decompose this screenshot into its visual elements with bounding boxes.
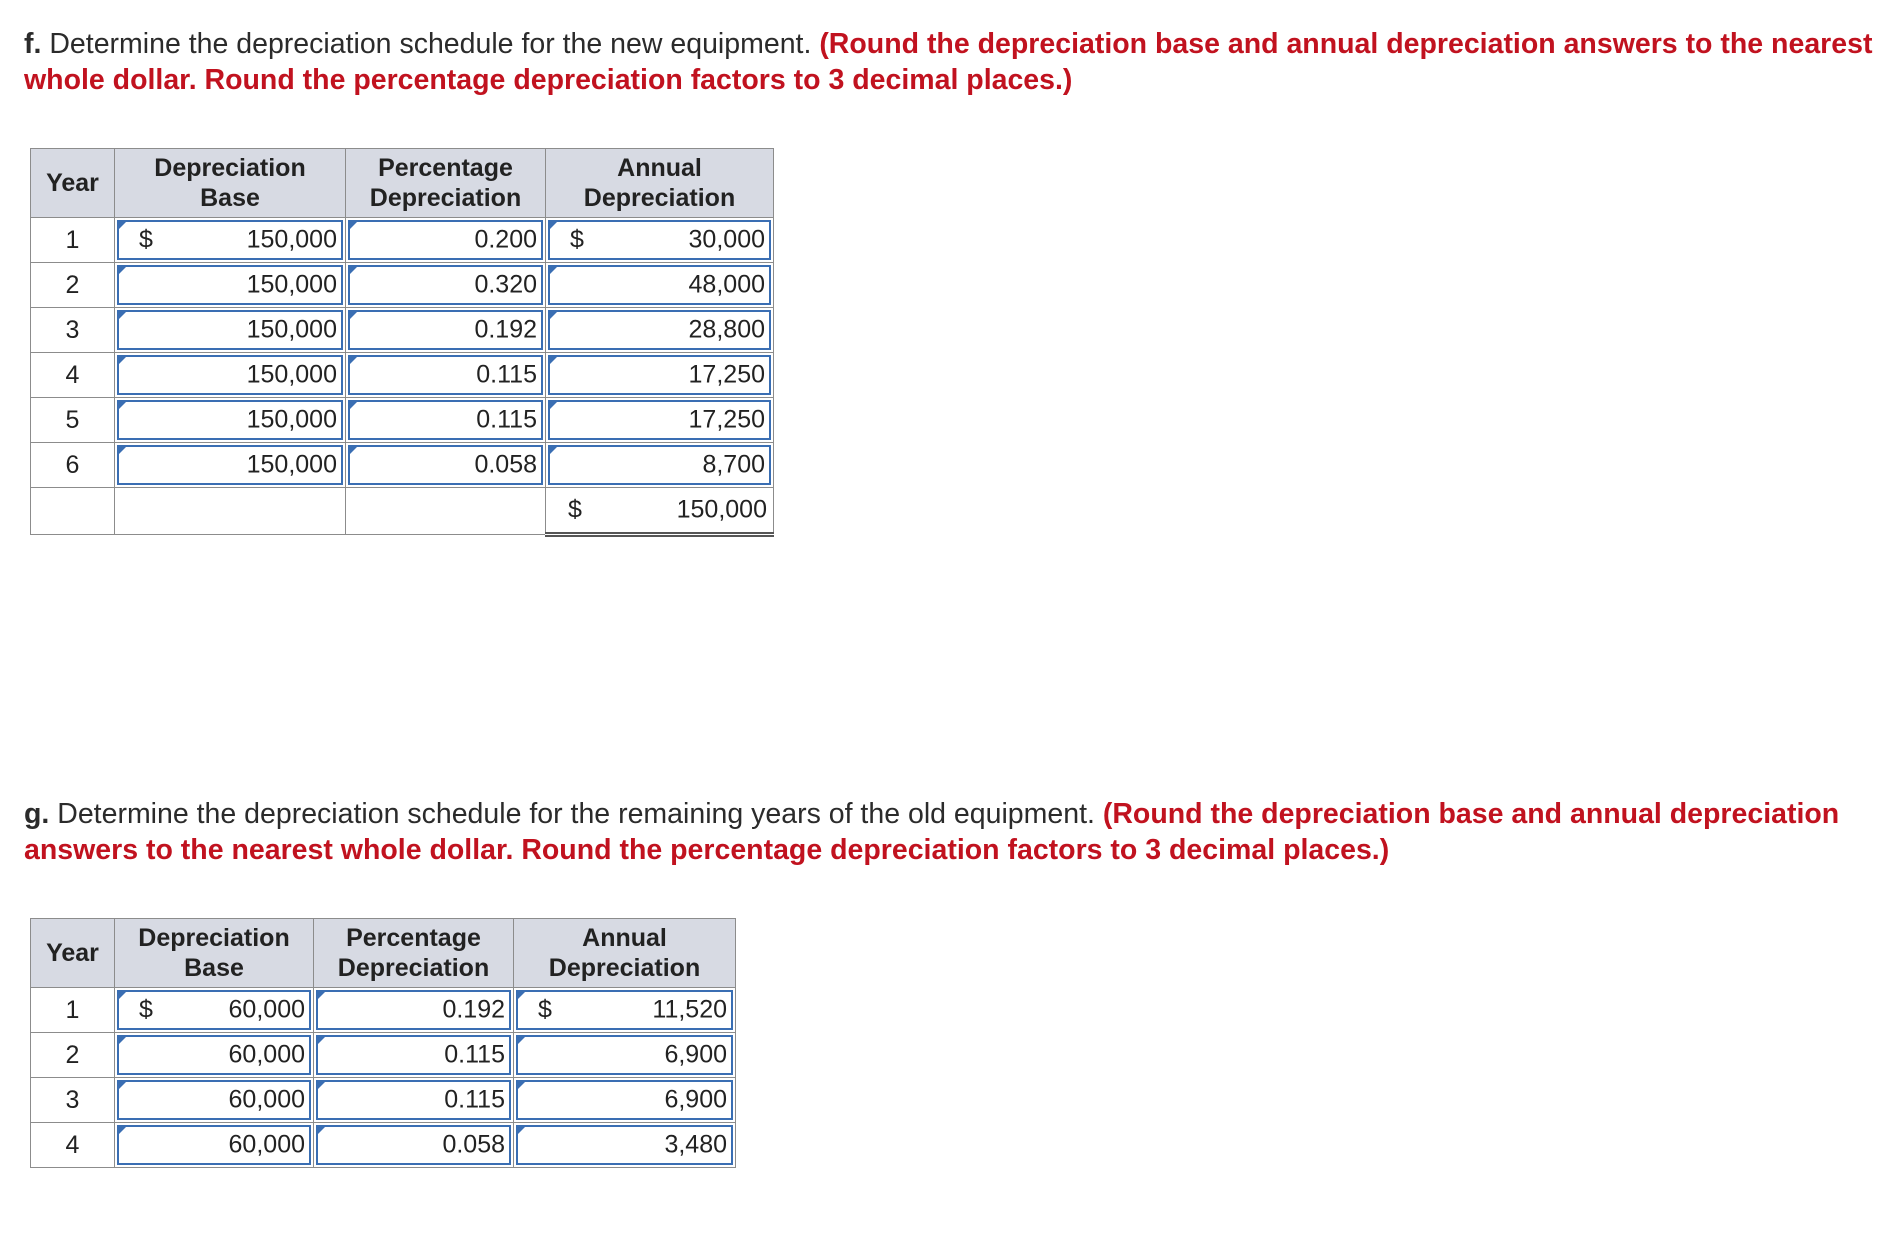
annual-depreciation-cell: [514, 1123, 736, 1168]
table-header-row: [31, 149, 774, 218]
percentage-depreciation-input[interactable]: [316, 990, 511, 1030]
table-row: [31, 398, 774, 443]
answer-flag-icon: [548, 220, 559, 231]
annual-depreciation-cell: [546, 353, 774, 398]
answer-flag-icon: [516, 1080, 527, 1091]
table-row: [31, 218, 774, 263]
year-cell: 2: [31, 1033, 115, 1078]
percentage-depreciation-cell: [346, 263, 546, 308]
percentage-depreciation-value: 0.115: [476, 360, 537, 389]
header-percentage-depreciation: Percentage Depreciation: [314, 919, 514, 988]
answer-flag-icon: [117, 445, 128, 456]
part-g-label: g.: [24, 798, 50, 830]
percentage-depreciation-value: 0.192: [442, 995, 505, 1024]
answer-flag-icon: [548, 355, 559, 366]
depreciation-base-input[interactable]: [117, 355, 343, 395]
currency-symbol: $: [570, 225, 584, 254]
percentage-depreciation-cell: [314, 1123, 514, 1168]
depreciation-base-input[interactable]: [117, 265, 343, 305]
percentage-depreciation-cell: [314, 1033, 514, 1078]
depreciation-base-input[interactable]: [117, 220, 343, 260]
annual-depreciation-cell: [514, 988, 736, 1033]
answer-flag-icon: [548, 445, 559, 456]
percentage-depreciation-cell: [346, 443, 546, 488]
header-depreciation-base: Depreciation Base: [115, 149, 346, 218]
percentage-depreciation-input[interactable]: [348, 445, 543, 485]
percentage-depreciation-value: 0.192: [474, 315, 537, 344]
depreciation-base-value: 60,000: [228, 1040, 305, 1069]
answer-flag-icon: [348, 265, 359, 276]
annual-depreciation-cell: [514, 1078, 736, 1123]
empty-cell: [346, 488, 546, 535]
answer-flag-icon: [117, 990, 128, 1001]
annual-depreciation-input[interactable]: [548, 310, 771, 350]
percentage-depreciation-input[interactable]: [316, 1125, 511, 1165]
table-row: [31, 263, 774, 308]
answer-flag-icon: [117, 265, 128, 276]
answer-flag-icon: [316, 1125, 327, 1136]
depreciation-base-value: 150,000: [246, 270, 337, 299]
answer-flag-icon: [348, 220, 359, 231]
annual-depreciation-value: 28,800: [688, 315, 765, 344]
currency-symbol: $: [568, 495, 582, 524]
annual-depreciation-input[interactable]: [516, 1125, 733, 1165]
annual-depreciation-value: 17,250: [688, 405, 765, 434]
answer-flag-icon: [548, 310, 559, 321]
depreciation-base-input[interactable]: [117, 1080, 311, 1120]
year-cell: 1: [31, 218, 115, 263]
year-cell: 6: [31, 443, 115, 488]
answer-flag-icon: [348, 400, 359, 411]
depreciation-base-value: 150,000: [246, 405, 337, 434]
answer-flag-icon: [348, 445, 359, 456]
depreciation-base-cell: [115, 988, 314, 1033]
percentage-depreciation-input[interactable]: [316, 1080, 511, 1120]
table-row: [31, 443, 774, 488]
year-cell: 4: [31, 1123, 115, 1168]
depreciation-base-input[interactable]: [117, 445, 343, 485]
header-percentage-depreciation: Percentage Depreciation: [346, 149, 546, 218]
year-cell: 3: [31, 1078, 115, 1123]
percentage-depreciation-input[interactable]: [348, 265, 543, 305]
annual-depreciation-value: 11,520: [652, 995, 727, 1024]
percentage-depreciation-input[interactable]: [348, 400, 543, 440]
annual-depreciation-value: 30,000: [688, 225, 765, 254]
depreciation-base-cell: [115, 1123, 314, 1168]
depreciation-base-value: 150,000: [246, 225, 337, 254]
depreciation-base-cell: [115, 1078, 314, 1123]
depreciation-base-value: 150,000: [246, 450, 337, 479]
depreciation-base-value: 150,000: [246, 360, 337, 389]
part-f-label: f.: [24, 28, 42, 60]
part-f-instruction: (Round the depreciation base and annual depreciation answers to the nearest whole dollar. Round the percentage depreciation factors to 3 decimal places.): [24, 28, 1873, 96]
depreciation-base-value: 60,000: [228, 1085, 305, 1114]
percentage-depreciation-value: 0.320: [474, 270, 537, 299]
part-f-prompt: [24, 26, 1874, 98]
answer-flag-icon: [548, 400, 559, 411]
depreciation-base-input[interactable]: [117, 1125, 311, 1165]
total-annual-depreciation-cell: [546, 488, 774, 535]
part-g-depreciation-table: [30, 918, 736, 1168]
answer-flag-icon: [348, 355, 359, 366]
annual-depreciation-input[interactable]: [548, 220, 771, 260]
annual-depreciation-input[interactable]: [516, 1080, 733, 1120]
annual-depreciation-cell: [546, 218, 774, 263]
table-row: [31, 1033, 736, 1078]
currency-symbol: $: [139, 995, 153, 1024]
annual-depreciation-value: 6,900: [664, 1040, 727, 1069]
depreciation-base-cell: [115, 1033, 314, 1078]
year-cell: 3: [31, 308, 115, 353]
percentage-depreciation-value: 0.115: [476, 405, 537, 434]
answer-flag-icon: [516, 990, 527, 1001]
percentage-depreciation-cell: [346, 218, 546, 263]
table-row: [31, 988, 736, 1033]
total-row: [31, 488, 774, 535]
depreciation-base-input[interactable]: [117, 1035, 311, 1075]
percentage-depreciation-value: 0.115: [444, 1085, 505, 1114]
year-cell: 2: [31, 263, 115, 308]
answer-flag-icon: [117, 1035, 128, 1046]
annual-depreciation-input[interactable]: [548, 400, 771, 440]
currency-symbol: $: [139, 225, 153, 254]
percentage-depreciation-cell: [346, 398, 546, 443]
percentage-depreciation-cell: [314, 988, 514, 1033]
percentage-depreciation-value: 0.058: [442, 1130, 505, 1159]
annual-depreciation-cell: [546, 263, 774, 308]
empty-cell: [31, 488, 115, 535]
percentage-depreciation-cell: [314, 1078, 514, 1123]
annual-depreciation-input[interactable]: [516, 1035, 733, 1075]
percentage-depreciation-cell: [346, 353, 546, 398]
percentage-depreciation-value: 0.115: [444, 1040, 505, 1069]
total-annual-depreciation-value: 150,000: [676, 495, 767, 524]
percentage-depreciation-input[interactable]: [348, 355, 543, 395]
table-row: [31, 1078, 736, 1123]
annual-depreciation-input[interactable]: [516, 990, 733, 1030]
table-row: [31, 1123, 736, 1168]
answer-flag-icon: [117, 310, 128, 321]
answer-flag-icon: [516, 1125, 527, 1136]
annual-depreciation-input[interactable]: [548, 445, 771, 485]
year-cell: 4: [31, 353, 115, 398]
answer-flag-icon: [117, 400, 128, 411]
part-f-question: Determine the depreciation schedule for the new equipment.: [41, 28, 820, 60]
part-g-instruction: (Round the depreciation base and annual depreciation answers to the nearest whole dollar. Round the percentage depreciation factors to 3 decimal places.): [24, 798, 1840, 866]
depreciation-base-input[interactable]: [117, 400, 343, 440]
depreciation-base-cell: [115, 263, 346, 308]
answer-flag-icon: [117, 1125, 128, 1136]
depreciation-base-cell: [115, 398, 346, 443]
percentage-depreciation-value: 0.200: [474, 225, 537, 254]
annual-depreciation-value: 3,480: [664, 1130, 727, 1159]
answer-flag-icon: [117, 355, 128, 366]
depreciation-base-input[interactable]: [117, 990, 311, 1030]
annual-depreciation-value: 6,900: [664, 1085, 727, 1114]
answer-flag-icon: [316, 1080, 327, 1091]
empty-cell: [115, 488, 346, 535]
percentage-depreciation-input[interactable]: [316, 1035, 511, 1075]
depreciation-base-cell: [115, 443, 346, 488]
part-g-prompt: [24, 796, 1874, 868]
percentage-depreciation-input[interactable]: [348, 310, 543, 350]
annual-depreciation-input[interactable]: [548, 355, 771, 395]
header-year: Year: [31, 919, 115, 988]
depreciation-base-input[interactable]: [117, 310, 343, 350]
percentage-depreciation-input[interactable]: [348, 220, 543, 260]
annual-depreciation-cell: [546, 443, 774, 488]
year-cell: 1: [31, 988, 115, 1033]
depreciation-base-cell: [115, 308, 346, 353]
answer-flag-icon: [316, 1035, 327, 1046]
part-g-question: Determine the depreciation schedule for the remaining years of the old equipment.: [49, 798, 1103, 830]
annual-depreciation-cell: [546, 398, 774, 443]
table-row: [31, 308, 774, 353]
percentage-depreciation-cell: [346, 308, 546, 353]
annual-depreciation-input[interactable]: [548, 265, 771, 305]
annual-depreciation-cell: [514, 1033, 736, 1078]
depreciation-base-value: 60,000: [228, 995, 305, 1024]
year-cell: 5: [31, 398, 115, 443]
annual-depreciation-value: 48,000: [688, 270, 765, 299]
answer-flag-icon: [117, 220, 128, 231]
header-year: Year: [31, 149, 115, 218]
depreciation-base-value: 60,000: [228, 1130, 305, 1159]
answer-flag-icon: [117, 1080, 128, 1091]
answer-flag-icon: [316, 990, 327, 1001]
annual-depreciation-value: 8,700: [702, 450, 765, 479]
depreciation-base-value: 150,000: [246, 315, 337, 344]
currency-symbol: $: [538, 995, 552, 1024]
part-f-depreciation-table: [30, 148, 774, 537]
answer-flag-icon: [548, 265, 559, 276]
table-row: [31, 353, 774, 398]
annual-depreciation-value: 17,250: [688, 360, 765, 389]
header-depreciation-base: Depreciation Base: [115, 919, 314, 988]
answer-flag-icon: [516, 1035, 527, 1046]
depreciation-base-cell: [115, 218, 346, 263]
header-annual-depreciation: Annual Depreciation: [546, 149, 774, 218]
answer-flag-icon: [348, 310, 359, 321]
percentage-depreciation-value: 0.058: [474, 450, 537, 479]
header-annual-depreciation: Annual Depreciation: [514, 919, 736, 988]
depreciation-base-cell: [115, 353, 346, 398]
annual-depreciation-cell: [546, 308, 774, 353]
table-header-row: [31, 919, 736, 988]
